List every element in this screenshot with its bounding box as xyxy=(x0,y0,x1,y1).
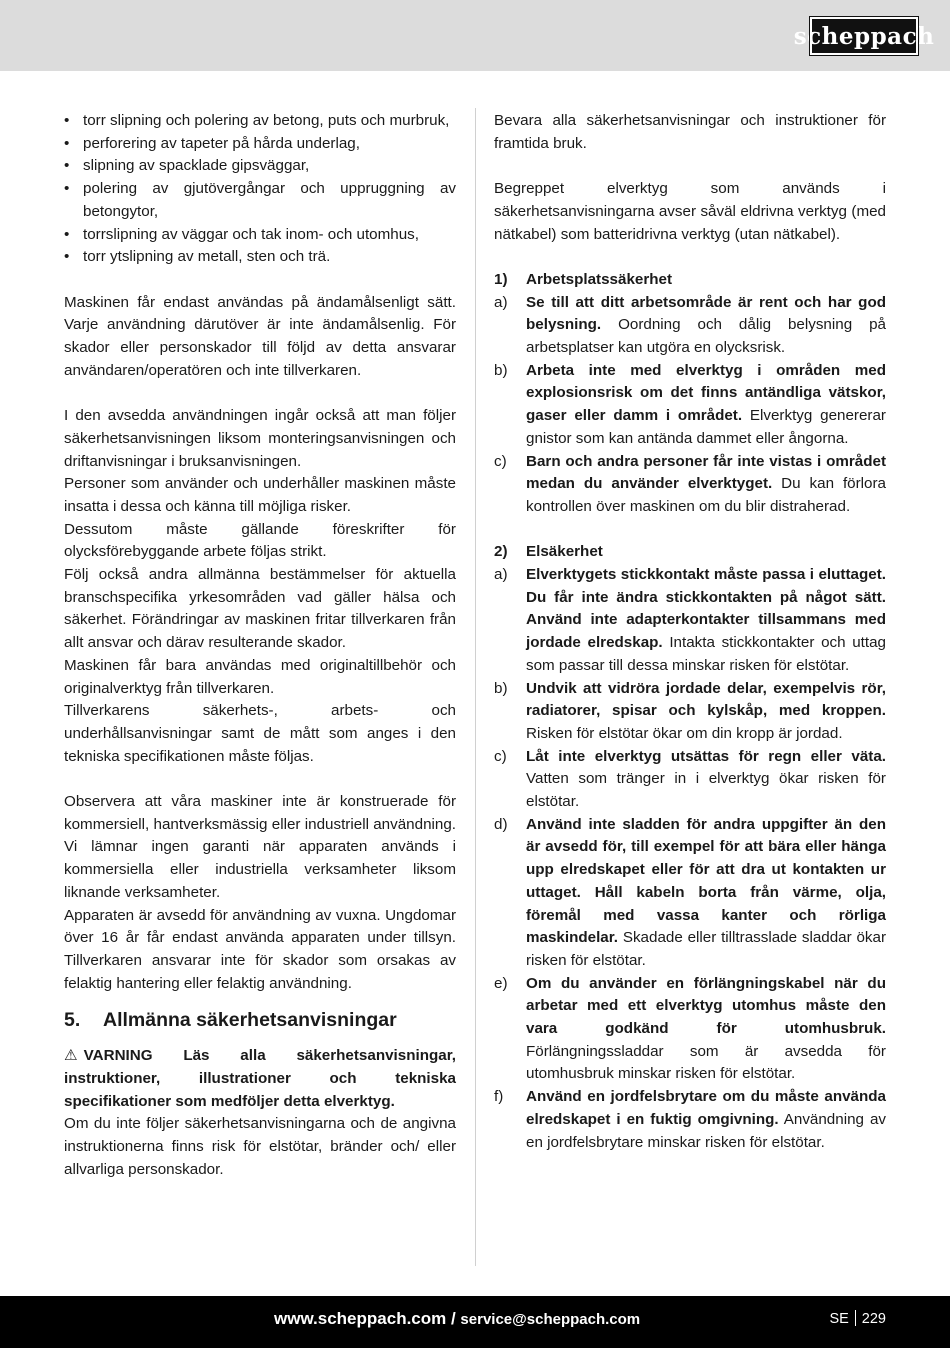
warning-paragraph xyxy=(64,1045,456,1113)
section-title: Allmänna säkerhetsanvisningar xyxy=(103,1009,397,1032)
paragraph: I den avsedda användningen ingår också att man följer säkerhetsanvisningen liksom monteringsanvisningen och driftanvisningar i bruksanvisningen. xyxy=(64,407,456,470)
list-item: b) Undvik att vidröra jordade delar, exempelvis rör, radiatorer, spisar och kylskåp, med kroppen. Risken för elstötar ökar om din kropp är jordad. xyxy=(494,679,886,742)
left-column xyxy=(64,110,456,1182)
scheppach-logo: scheppach xyxy=(810,17,918,55)
paragraph: Om du inte följer säkerhetsanvisningarna och de angivna instruktionerna finns risk för elstötar, bränder och/ eller allvarliga personskador. xyxy=(64,1115,456,1178)
paragraph: Begreppet elverktyg som används i säkerhetsanvisningarna avser såväl eldrivna verktyg (med nätkabel) som batteridrivna verktyg (utan nätkabel). xyxy=(494,180,886,243)
email-link[interactable]: service@scheppach.com xyxy=(460,1311,641,1328)
warning-icon: ⚠ xyxy=(64,1047,78,1065)
list-item: c) Barn och andra personer får inte vistas i området medan du använder elverktyget. Du kan förlora kontrollen över maskinen om du blir distraherad. xyxy=(494,452,886,515)
footer-bar xyxy=(0,1296,950,1348)
section-number: 5. xyxy=(64,1009,81,1032)
paragraph: Maskinen får bara användas med originaltillbehör och originalverktyg från tillverkaren. xyxy=(64,656,456,697)
list-item: • polering av gjutövergångar och uppruggning av betongytor, xyxy=(64,178,456,223)
list-item: • torr ytslipning av metall, sten och trä. xyxy=(64,246,456,269)
subsection-number: 1) xyxy=(494,270,508,288)
paragraph: Följ också andra allmänna bestämmelser för aktuella branschspecifika yrkesområden vad gäller hälsa och säkerhet. Förändringar av maskinen fritar tillverkaren från allt ansvar och därav resulterande skador. xyxy=(64,566,456,652)
paragraph: Tillverkarens säkerhets-, arbets- och underhållsanvisningar samt de mått som anges i den tekniska specifikationen måste följas. xyxy=(64,702,456,765)
paragraph: Bevara alla säkerhetsanvisningar och instruktioner för framtida bruk. xyxy=(494,112,886,152)
usage-list xyxy=(64,110,456,269)
header-bar xyxy=(0,0,950,71)
list-item: a) Se till att ditt arbetsområde är rent och har god belysning. Oordning och dålig belysning på arbetsplatser kan utgöra en olycksrisk. xyxy=(494,293,886,356)
language-code: SE xyxy=(829,1311,849,1327)
subsection-heading xyxy=(494,269,886,292)
website-link[interactable]: www.scheppach.com xyxy=(274,1309,447,1328)
list-item: c) Låt inte elverktyg utsättas för regn eller väta. Vatten som tränger in i elverktyg ökar risken för elstötar. xyxy=(494,747,886,811)
list-item: • slipning av spacklade gipsväggar, xyxy=(64,155,456,178)
paragraph: Apparaten är avsedd för användning av vuxna. Ungdomar över 16 år får endast använda apparaten under tillsyn. Tillverkaren ansvarar inte för skador som orsakas av felaktig hantering eller felaktig användning. xyxy=(64,906,456,992)
column-divider xyxy=(475,108,476,1266)
paragraph: Observera att våra maskiner inte är konstruerade för kommersiell, hantverksmässig eller industriell användning. Vi lämnar ingen garanti när apparaten används i kommersiella eller industriella verksamheter liksom liknande verksamheter. xyxy=(64,793,456,901)
list-item: d) Använd inte sladden för andra uppgifter än den är avsedd för, till exempel för att bära eller hänga upp elredskapet eller för att dra ut kontakten ur uttaget. Håll kabeln borta från värme, olja, föremål med vassa kanter och rörliga maskindelar. Skadade eller tilltrasslade sladdar ökar risken för elstötar. xyxy=(494,815,886,969)
list-item: • torr slipning och polering av betong, puts och murbruk, xyxy=(64,110,456,133)
list-item: • torrslipning av väggar och tak inom- och utomhus, xyxy=(64,224,456,247)
paragraph: Personer som använder och underhåller maskinen måste insatta i dessa och känna till möjliga risker. xyxy=(64,475,456,515)
list-item: b) Arbeta inte med elverktyg i områden med explosionsrisk om det finns antändliga vätskor, gaser eller damm i området. Elverktyg genererar gnistor som kan antända dammet eller ångorna. xyxy=(494,361,886,447)
page-number: 229 xyxy=(861,1311,886,1327)
paragraph: Maskinen får endast användas på ändamålsenligt sätt. Varje användning därutöver är inte ändamålsenlig. För skador eller personskador till följd av detta ansvarar användaren/operatören och inte tillverkaren. xyxy=(64,293,456,379)
list-item: • perforering av tapeter på hårda underlag, xyxy=(64,133,456,156)
list-item: a) Elverktygets stickkontakt måste passa i eluttaget. Du får inte ändra stickkontakten på något sätt. Använd inte adapterkontakter tillsammans med jordade elredskap. Intakta stickkontakter och uttag som passar till dessa minskar risken för elstötar. xyxy=(494,566,886,674)
subsection-heading xyxy=(494,541,886,564)
subsection-title: Arbetsplatssäkerhet xyxy=(526,270,673,288)
section-heading xyxy=(64,995,456,1045)
list-item: e) Om du använder en förlängningskabel när du arbetar med ett elverktyg utomhus måste den vara godkänd för utomhusbruk. Förlängningssladdar som är avsedda för utomhusbruk minskar risken för elstötar. xyxy=(494,974,886,1083)
page-indicator xyxy=(829,1310,886,1327)
right-column xyxy=(494,110,886,1154)
list-item: f) Använd en jordfelsbrytare om du måste använda elredskapet i en fuktig omgivning. Användning av en jordfelsbrytare minskar risken för elstötar. xyxy=(494,1088,886,1151)
footer-contact: www.scheppach.com / service@scheppach.com xyxy=(274,1309,641,1328)
subsection-title: Elsäkerhet xyxy=(526,543,603,561)
paragraph: Dessutom måste gällande föreskrifter för olycksförebyggande arbete följas strikt. xyxy=(64,520,456,561)
subsection-number: 2) xyxy=(494,543,508,561)
warning-text: VARNING Läs alla säkerhetsanvisningar, instruktioner, illustrationer och tekniska specifikationer som medföljer detta elverktyg. xyxy=(64,1047,456,1110)
